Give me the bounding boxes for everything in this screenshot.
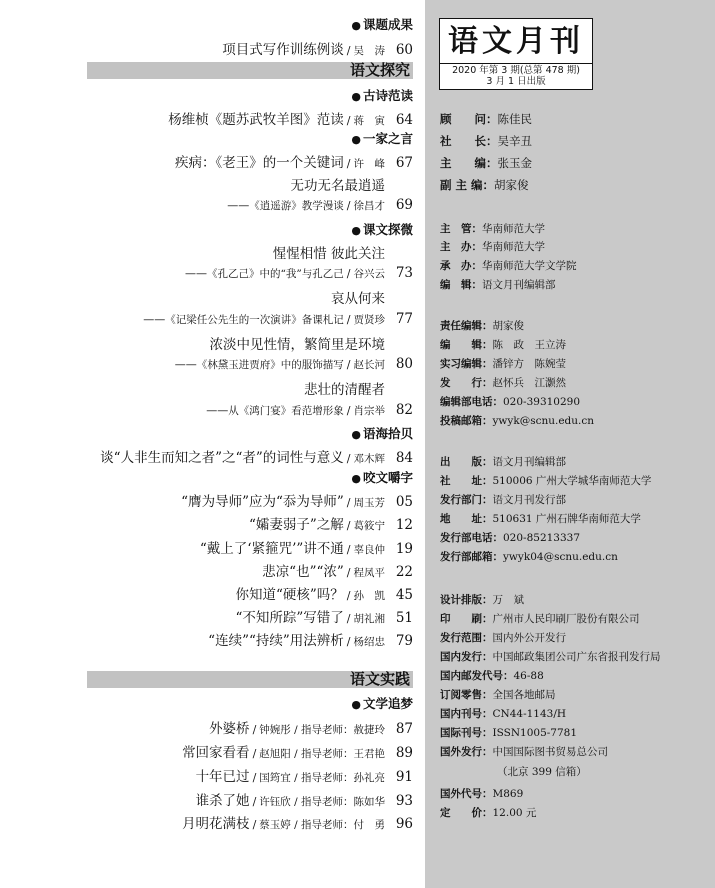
info-value: （北京 399 信箱） — [497, 766, 587, 778]
entry-page: 84 — [395, 450, 413, 466]
entry-title: “膺为导师”应为“忝为导师” — [181, 494, 344, 510]
info-key: 国外发行： — [440, 746, 493, 758]
entry-title: 从《鸿门宴》看范增形象 — [228, 405, 344, 417]
toc-entry[interactable] — [100, 446, 413, 466]
info-row — [440, 805, 536, 820]
info-value: CN44-1143/H — [492, 708, 567, 720]
info-value: 中国国际图书贸易总公司 — [492, 746, 608, 758]
dash: —— — [143, 313, 166, 326]
entry-title: 惺惺相惜 彼此关注 — [272, 246, 385, 262]
info-value: 国内外公开发行 — [492, 632, 566, 644]
info-key: 国内刊号： — [440, 708, 493, 720]
entry-title: 常回家看看 — [182, 745, 250, 761]
separator: / — [346, 566, 351, 579]
separator: / — [346, 267, 351, 280]
staff-president — [440, 133, 532, 149]
entry-title: 十年已过 — [195, 769, 250, 785]
info-row — [440, 337, 566, 352]
bullet-icon: ● — [351, 224, 361, 237]
info-value: 020-85213337 — [503, 532, 581, 544]
toc-entry[interactable] — [143, 311, 413, 327]
info-row — [440, 492, 566, 507]
info-key: 承 办： — [440, 260, 482, 272]
toc-entry[interactable] — [182, 812, 413, 832]
info-key: 定 价： — [440, 807, 493, 819]
entry-page: 19 — [395, 541, 413, 557]
toc-entry[interactable] — [235, 606, 413, 626]
entry-title: 项目式写作训练例谈 — [222, 42, 344, 58]
entry-page: 67 — [395, 155, 413, 171]
info-value: 陈 政 王立涛 — [492, 339, 566, 351]
toc-entry[interactable] — [200, 537, 413, 557]
section-label: 一家之言 — [362, 131, 413, 146]
info-row — [440, 649, 661, 664]
toc-entry[interactable] — [196, 789, 413, 809]
info-row — [497, 764, 587, 779]
info-row — [440, 413, 594, 428]
info-value: 广州市人民印刷厂股份有限公司 — [492, 613, 640, 625]
info-key: 发行部邮箱： — [440, 551, 503, 563]
entry-author: 葛筱宁 — [353, 520, 385, 532]
entry-author: 辜良仲 — [353, 544, 385, 556]
entry-page: 93 — [395, 793, 413, 809]
info-row — [440, 725, 577, 740]
info-row — [440, 687, 556, 702]
section-yijiazhiyan — [351, 129, 413, 147]
entry-page: 96 — [395, 816, 413, 832]
entry-title: 疾病：《老王》的一个关键词 — [175, 155, 344, 171]
separator: / — [346, 199, 351, 212]
section-kewentanwei — [351, 220, 413, 238]
info-value: 华南师范大学文学院 — [482, 260, 577, 272]
separator: / — [346, 157, 351, 170]
info-key: 发 行： — [440, 377, 493, 389]
entry-author: 贾贤珍 — [353, 314, 385, 326]
separator: / — [346, 114, 351, 127]
toc-entry[interactable] — [175, 356, 413, 372]
entry-title: 月明花满枝 — [182, 816, 250, 832]
info-row — [440, 239, 545, 254]
toc-entry[interactable] — [196, 765, 413, 785]
entry-author: 蔡玉婷 / 指导老师：付 勇 — [259, 819, 385, 831]
info-value: 万 斌 — [492, 594, 524, 606]
toc-entry-heading[interactable] — [273, 242, 385, 262]
info-row — [440, 530, 580, 545]
section-yaowenjiaozi — [351, 468, 413, 486]
section-ketichengguo — [351, 15, 413, 33]
info-row — [440, 630, 566, 645]
info-key: 责任编辑： — [440, 320, 493, 332]
section-gushifandu — [351, 86, 413, 104]
separator: / — [252, 818, 257, 831]
info-key: 实习编辑： — [440, 358, 493, 370]
entry-author: 蒋 寅 — [353, 115, 385, 127]
info-row — [440, 375, 566, 390]
entry-page: 64 — [395, 112, 413, 128]
info-value: 中国邮政集团公司广东省报刊发行局 — [492, 651, 661, 663]
separator: / — [346, 589, 351, 602]
info-row — [440, 454, 566, 469]
toc-entry[interactable] — [262, 560, 413, 580]
entry-title: 《逍遥游》教学漫谈 — [249, 200, 344, 212]
section-bar-yuwentanjiu: 语文探究 — [87, 62, 413, 79]
entry-page: 80 — [395, 356, 413, 372]
info-key: 主 办： — [440, 241, 482, 253]
entry-page: 69 — [395, 197, 413, 213]
entry-title: 浓淡中见性情，繁简里是环境 — [209, 337, 385, 353]
info-value: 510631 广州石牌华南师范大学 — [492, 513, 641, 525]
entry-title: 《林黛玉进贾府》中的服饰描写 — [196, 359, 344, 371]
info-value: 陈佳民 — [497, 112, 532, 126]
entry-author: 吴 涛 — [353, 45, 385, 57]
info-value: 语文月刊编辑部 — [482, 279, 556, 291]
masthead-panel — [425, 0, 715, 888]
info-row — [440, 706, 566, 721]
info-row — [440, 744, 608, 759]
entry-page: 45 — [395, 587, 413, 603]
issue-date: 3 月 1 日出版 — [486, 76, 546, 87]
separator: / — [346, 452, 351, 465]
info-key: 出 版： — [440, 456, 493, 468]
separator: / — [252, 723, 257, 736]
toc-entry[interactable] — [227, 197, 413, 213]
section-label: 语海拾贝 — [362, 426, 413, 441]
separator: / — [346, 635, 351, 648]
entry-title: 外婆桥 — [209, 721, 250, 737]
entry-page: 89 — [395, 745, 413, 761]
entry-page: 73 — [395, 265, 413, 281]
info-key: 主 管： — [440, 223, 482, 235]
issue-info — [444, 65, 588, 87]
toc-entry[interactable] — [249, 513, 413, 533]
info-row — [440, 473, 651, 488]
separator: / — [346, 543, 351, 556]
toc-entry[interactable] — [235, 583, 413, 603]
bullet-icon: ● — [351, 19, 361, 32]
entry-title: 你知道“硬核”吗？ — [235, 587, 344, 603]
entry-author: 国筠宜 / 指导老师：孙礼亮 — [259, 772, 385, 784]
info-value: ywyk@scnu.edu.cn — [492, 415, 595, 427]
info-row — [440, 549, 618, 564]
info-value: 胡家俊 — [492, 320, 524, 332]
entry-page: 60 — [395, 42, 413, 58]
dash: —— — [174, 358, 197, 371]
info-key: 副 主 编： — [440, 178, 495, 192]
separator: / — [346, 313, 351, 326]
info-value: M869 — [492, 788, 524, 800]
issue-number: 2020 年第 3 期(总第 478 期) — [452, 65, 580, 76]
info-value: 语文月刊发行部 — [492, 494, 566, 506]
info-value: 46-88 — [513, 670, 544, 682]
info-value: ISSN1005-7781 — [492, 727, 578, 739]
dash: —— — [206, 404, 229, 417]
entry-title: 杨维桢《题苏武牧羊图》范读 — [168, 112, 344, 128]
toc-entry[interactable] — [222, 38, 413, 58]
info-value: 语文月刊编辑部 — [492, 456, 566, 468]
info-key: 投稿邮箱： — [440, 415, 493, 427]
info-row — [440, 592, 524, 607]
separator: / — [346, 358, 351, 371]
toc-entry[interactable] — [175, 151, 413, 171]
entry-author: 胡礼湘 — [353, 613, 385, 625]
bullet-icon: ● — [351, 472, 361, 485]
entry-page: 82 — [395, 402, 413, 418]
masthead-box — [439, 18, 593, 90]
info-value: ywyk04@scnu.edu.cn — [503, 551, 618, 563]
divider — [440, 63, 592, 64]
separator: / — [346, 404, 351, 417]
info-value: 020-39310290 — [503, 396, 581, 408]
entry-title: 哀从何来 — [331, 291, 385, 307]
entry-page: 91 — [395, 769, 413, 785]
entry-author: 周玉芳 — [353, 497, 385, 509]
entry-title: “连续”“持续”用法辨析 — [208, 633, 344, 649]
separator: / — [346, 612, 351, 625]
entry-author: 肖宗举 — [353, 405, 385, 417]
section-yuhaishibei — [351, 424, 413, 442]
entry-title: 《孔乙己》中的“我”与孔乙己 — [207, 268, 344, 280]
journal-logo: 语文月刊 — [448, 24, 584, 59]
separator: / — [252, 795, 257, 808]
info-row — [440, 258, 577, 273]
info-key: 发行部门： — [440, 494, 493, 506]
toc-entry[interactable] — [185, 265, 413, 281]
toc-entry[interactable] — [208, 629, 413, 649]
entry-title: 谁杀了她 — [195, 793, 250, 809]
info-value: 510006 广州大学城华南师范大学 — [492, 475, 652, 487]
info-value: 潘锌方 陈婉莹 — [492, 358, 566, 370]
separator: / — [252, 747, 257, 760]
info-key: 国内发行： — [440, 651, 493, 663]
info-value: 12.00 元 — [492, 807, 537, 819]
entry-author: 赵旭阳 / 指导老师：王君艳 — [259, 748, 385, 760]
toc-entry-heading[interactable] — [291, 174, 386, 194]
entry-title: “孀妻弱子”之解 — [248, 517, 344, 533]
entry-title: 悲凉“也”“浓” — [262, 564, 344, 580]
staff-deputy-editor — [440, 177, 529, 193]
info-key: 顾 问： — [440, 112, 498, 126]
entry-title: 谈“人非生而知之者”之“者”的词性与意义 — [100, 450, 344, 466]
entry-author: 杨绍忠 — [353, 636, 385, 648]
dash: —— — [227, 199, 250, 212]
info-row — [440, 511, 641, 526]
info-key: 订阅零售： — [440, 689, 493, 701]
staff-editor-in-chief — [440, 155, 532, 171]
info-value: 华南师范大学 — [482, 223, 545, 235]
entry-author: 邓木辉 — [353, 453, 385, 465]
entry-title: 无功无名最逍遥 — [290, 178, 385, 194]
info-key: 设计排版： — [440, 594, 493, 606]
toc-entry-heading[interactable] — [331, 287, 385, 307]
info-key: 社 长： — [440, 134, 498, 148]
info-row — [440, 394, 580, 409]
info-key: 发行范围： — [440, 632, 493, 644]
entry-page: 87 — [395, 721, 413, 737]
entry-page: 79 — [395, 633, 413, 649]
toc-entry-heading[interactable] — [304, 378, 385, 398]
info-key: 印 刷： — [440, 613, 493, 625]
bullet-icon: ● — [351, 90, 361, 103]
section-label: 古诗范读 — [362, 88, 413, 103]
entry-page: 77 — [395, 311, 413, 327]
bullet-icon: ● — [351, 428, 361, 441]
entry-author: 赵长河 — [353, 359, 385, 371]
info-value: 华南师范大学 — [482, 241, 545, 253]
info-key: 编 辑： — [440, 279, 482, 291]
info-row — [440, 356, 566, 371]
entry-page: 22 — [395, 564, 413, 580]
section-bar-yuwenshijian: 语文实践 — [87, 671, 413, 688]
info-row — [440, 786, 523, 801]
toc-entry[interactable] — [206, 402, 413, 418]
info-value: 张玉金 — [497, 156, 532, 170]
staff-adviser — [440, 111, 532, 127]
section-wenxuezhuimeng — [351, 694, 413, 712]
info-row — [440, 277, 556, 292]
section-label: 课文探微 — [362, 222, 413, 237]
info-key: 发行部电话： — [440, 532, 503, 544]
info-key: 主 编： — [440, 156, 498, 170]
info-key: 国外代号： — [440, 788, 493, 800]
info-key: 地 址： — [440, 513, 493, 525]
info-key: 社 址： — [440, 475, 493, 487]
entry-title: “戴上了‘紧箍咒’”讲不通 — [199, 541, 344, 557]
bullet-icon: ● — [351, 133, 361, 146]
entry-author: 许 峰 — [353, 158, 385, 170]
info-key: 编 辑： — [440, 339, 493, 351]
section-label: 文学追梦 — [362, 696, 413, 711]
info-row — [440, 668, 544, 683]
section-label: 课题成果 — [362, 17, 413, 32]
info-value: 赵怀兵 江灏然 — [492, 377, 566, 389]
separator: / — [346, 519, 351, 532]
entry-author: 许钰欣 / 指导老师：陈如华 — [259, 796, 385, 808]
toc-entry[interactable] — [168, 108, 413, 128]
entry-author: 孙 凯 — [353, 590, 385, 602]
entry-author: 程凤平 — [353, 567, 385, 579]
toc-entry-heading[interactable] — [210, 333, 386, 353]
separator: / — [346, 44, 351, 57]
info-row — [440, 611, 640, 626]
section-label: 咬文嚼字 — [362, 470, 413, 485]
separator: / — [252, 771, 257, 784]
toc-entry[interactable] — [181, 490, 413, 510]
info-key: 国内邮发代号： — [440, 670, 514, 682]
info-key: 国际刊号： — [440, 727, 493, 739]
entry-page: 05 — [395, 494, 413, 510]
toc-entry[interactable] — [209, 717, 413, 737]
info-value: 全国各地邮局 — [492, 689, 556, 701]
info-value: 吴辛丑 — [497, 134, 532, 148]
dash: —— — [185, 267, 208, 280]
separator: / — [346, 496, 351, 509]
entry-title: 悲壮的清醒者 — [304, 382, 385, 398]
entry-title: “不知所踪”写错了 — [235, 610, 344, 626]
entry-author: 徐昌才 — [353, 200, 385, 212]
entry-title: 《记梁任公先生的一次演讲》备课札记 — [165, 314, 344, 326]
info-key: 编辑部电话： — [440, 396, 503, 408]
bullet-icon: ● — [351, 698, 361, 711]
entry-author: 钟婉彤 / 指导老师：赦捷玲 — [259, 724, 385, 736]
entry-page: 51 — [395, 610, 413, 626]
entry-author: 谷兴云 — [353, 268, 385, 280]
info-row — [440, 318, 524, 333]
toc-entry[interactable] — [182, 741, 413, 761]
info-value: 胡家俊 — [494, 178, 529, 192]
info-row — [440, 221, 545, 236]
entry-page: 12 — [395, 517, 413, 533]
